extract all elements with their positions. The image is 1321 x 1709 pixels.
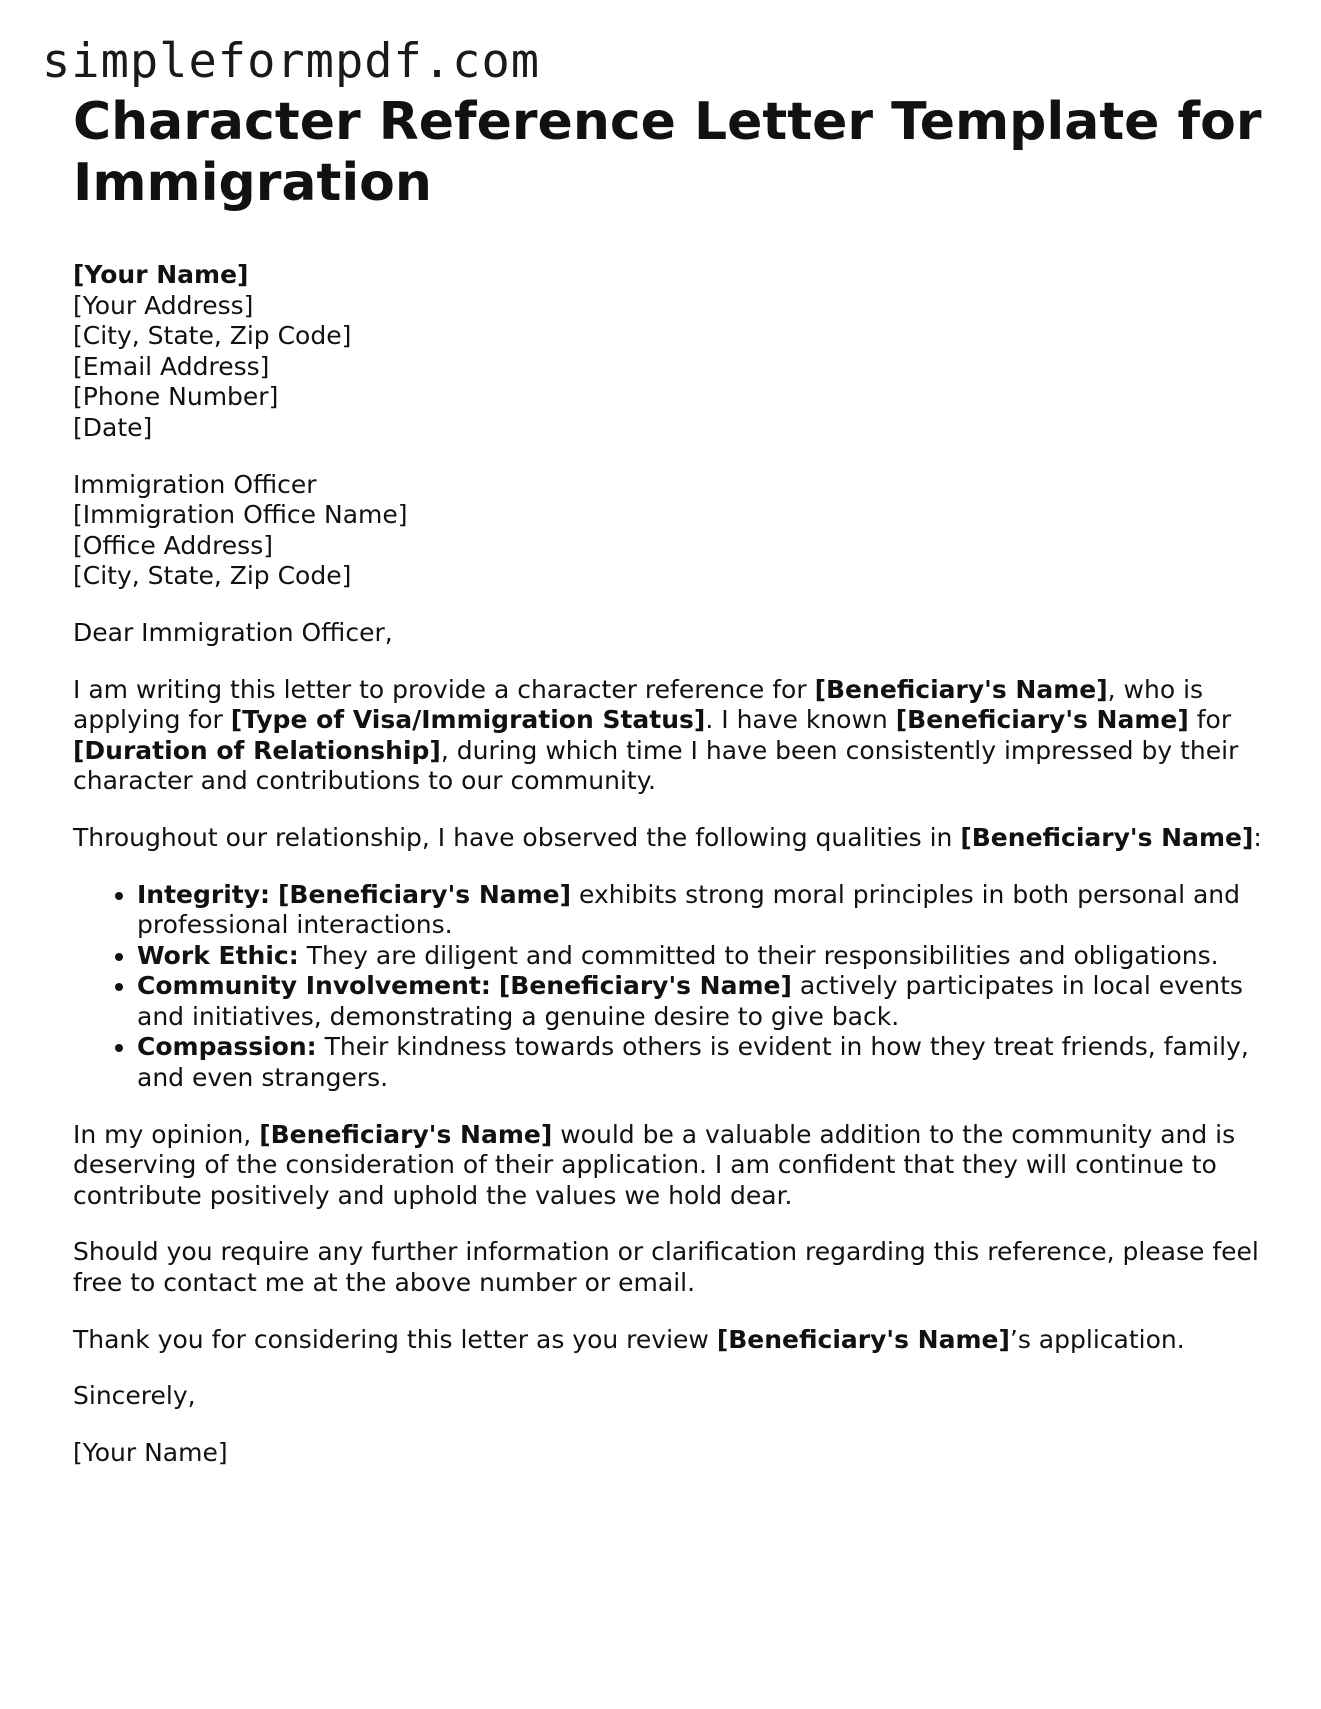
letter	[73, 92, 1273, 1494]
recipient-title: Immigration Officer	[73, 469, 317, 499]
quality-label: Integrity:	[137, 879, 271, 909]
page-title: Character Reference Letter Template for Immigration	[73, 92, 1262, 213]
qualities-intro: Throughout our relationship, I have observed the following qualities in [Beneficiary's Name]:	[73, 822, 1262, 852]
list-item: • Compassion: Their kindness towards others is evident in how they treat friends, family, and even strangers.	[137, 1032, 1273, 1093]
recipient-address: [Office Address]	[73, 530, 273, 560]
further-info-paragraph: Should you require any further information or clarification regarding this reference, please feel free to contact me at the above number or email.	[73, 1237, 1259, 1298]
list-item: • Work Ethic: They are diligent and committed to their responsibilities and obligations.	[137, 941, 1273, 972]
sender-block	[73, 260, 1273, 444]
sender-phone: [Phone Number]	[73, 382, 279, 412]
list-item: • Community Involvement: [Beneficiary's Name] actively participates in local events and initiatives, demonstrating a genuine desire to give back.	[137, 971, 1273, 1032]
recipient-office: [Immigration Office Name]	[73, 500, 408, 530]
sender-name: [Your Name]	[73, 260, 249, 289]
quality-label: Work Ethic:	[137, 940, 299, 970]
qualities-list	[73, 880, 1273, 1094]
salutation: Dear Immigration Officer,	[73, 617, 393, 647]
signature: [Your Name]	[73, 1437, 228, 1467]
opinion-paragraph: In my opinion, [Beneficiary's Name] would be a valuable addition to the community and is deserving of the consideration of their application. I am confident that they will continue to contribute positively and uphold the values we hold dear.	[73, 1119, 1236, 1210]
beneficiary-name: [Beneficiary's Name]	[814, 674, 1108, 704]
sender-city: [City, State, Zip Code]	[73, 321, 352, 351]
intro-paragraph: I am writing this letter to provide a character reference for [Beneficiary's Name], who is applying for [Type of Visa/Immigration Status]. I have known [Beneficiary's Name] for [Duration of Relationship], during which time I have been consistently impressed by their character and contributions to our community.	[73, 674, 1239, 796]
quality-label: Compassion:	[137, 1032, 317, 1062]
recipient-city: [City, State, Zip Code]	[73, 561, 352, 591]
quality-label: Community Involvement:	[137, 971, 491, 1001]
beneficiary-name: [Beneficiary's Name]	[716, 1324, 1010, 1354]
beneficiary-name: [Beneficiary's Name]	[498, 971, 792, 1001]
beneficiary-name: [Beneficiary's Name]	[278, 879, 572, 909]
letter-date: [Date]	[73, 412, 153, 442]
visa-type: [Type of Visa/Immigration Status]	[230, 705, 706, 735]
recipient-block	[73, 470, 1273, 592]
closing: Sincerely,	[73, 1381, 196, 1411]
relationship-duration: [Duration of Relationship]	[73, 735, 441, 765]
sender-address: [Your Address]	[73, 290, 254, 320]
beneficiary-name: [Beneficiary's Name]	[960, 822, 1254, 852]
beneficiary-name: [Beneficiary's Name]	[895, 705, 1189, 735]
thanks-paragraph: Thank you for considering this letter as you review [Beneficiary's Name]’s application.	[73, 1324, 1185, 1354]
sender-email: [Email Address]	[73, 351, 270, 381]
list-item: • Integrity: [Beneficiary's Name] exhibits strong moral principles in both personal and professional interactions.	[137, 880, 1273, 941]
watermark: simpleformpdf.com	[42, 34, 541, 89]
beneficiary-name: [Beneficiary's Name]	[259, 1119, 553, 1149]
